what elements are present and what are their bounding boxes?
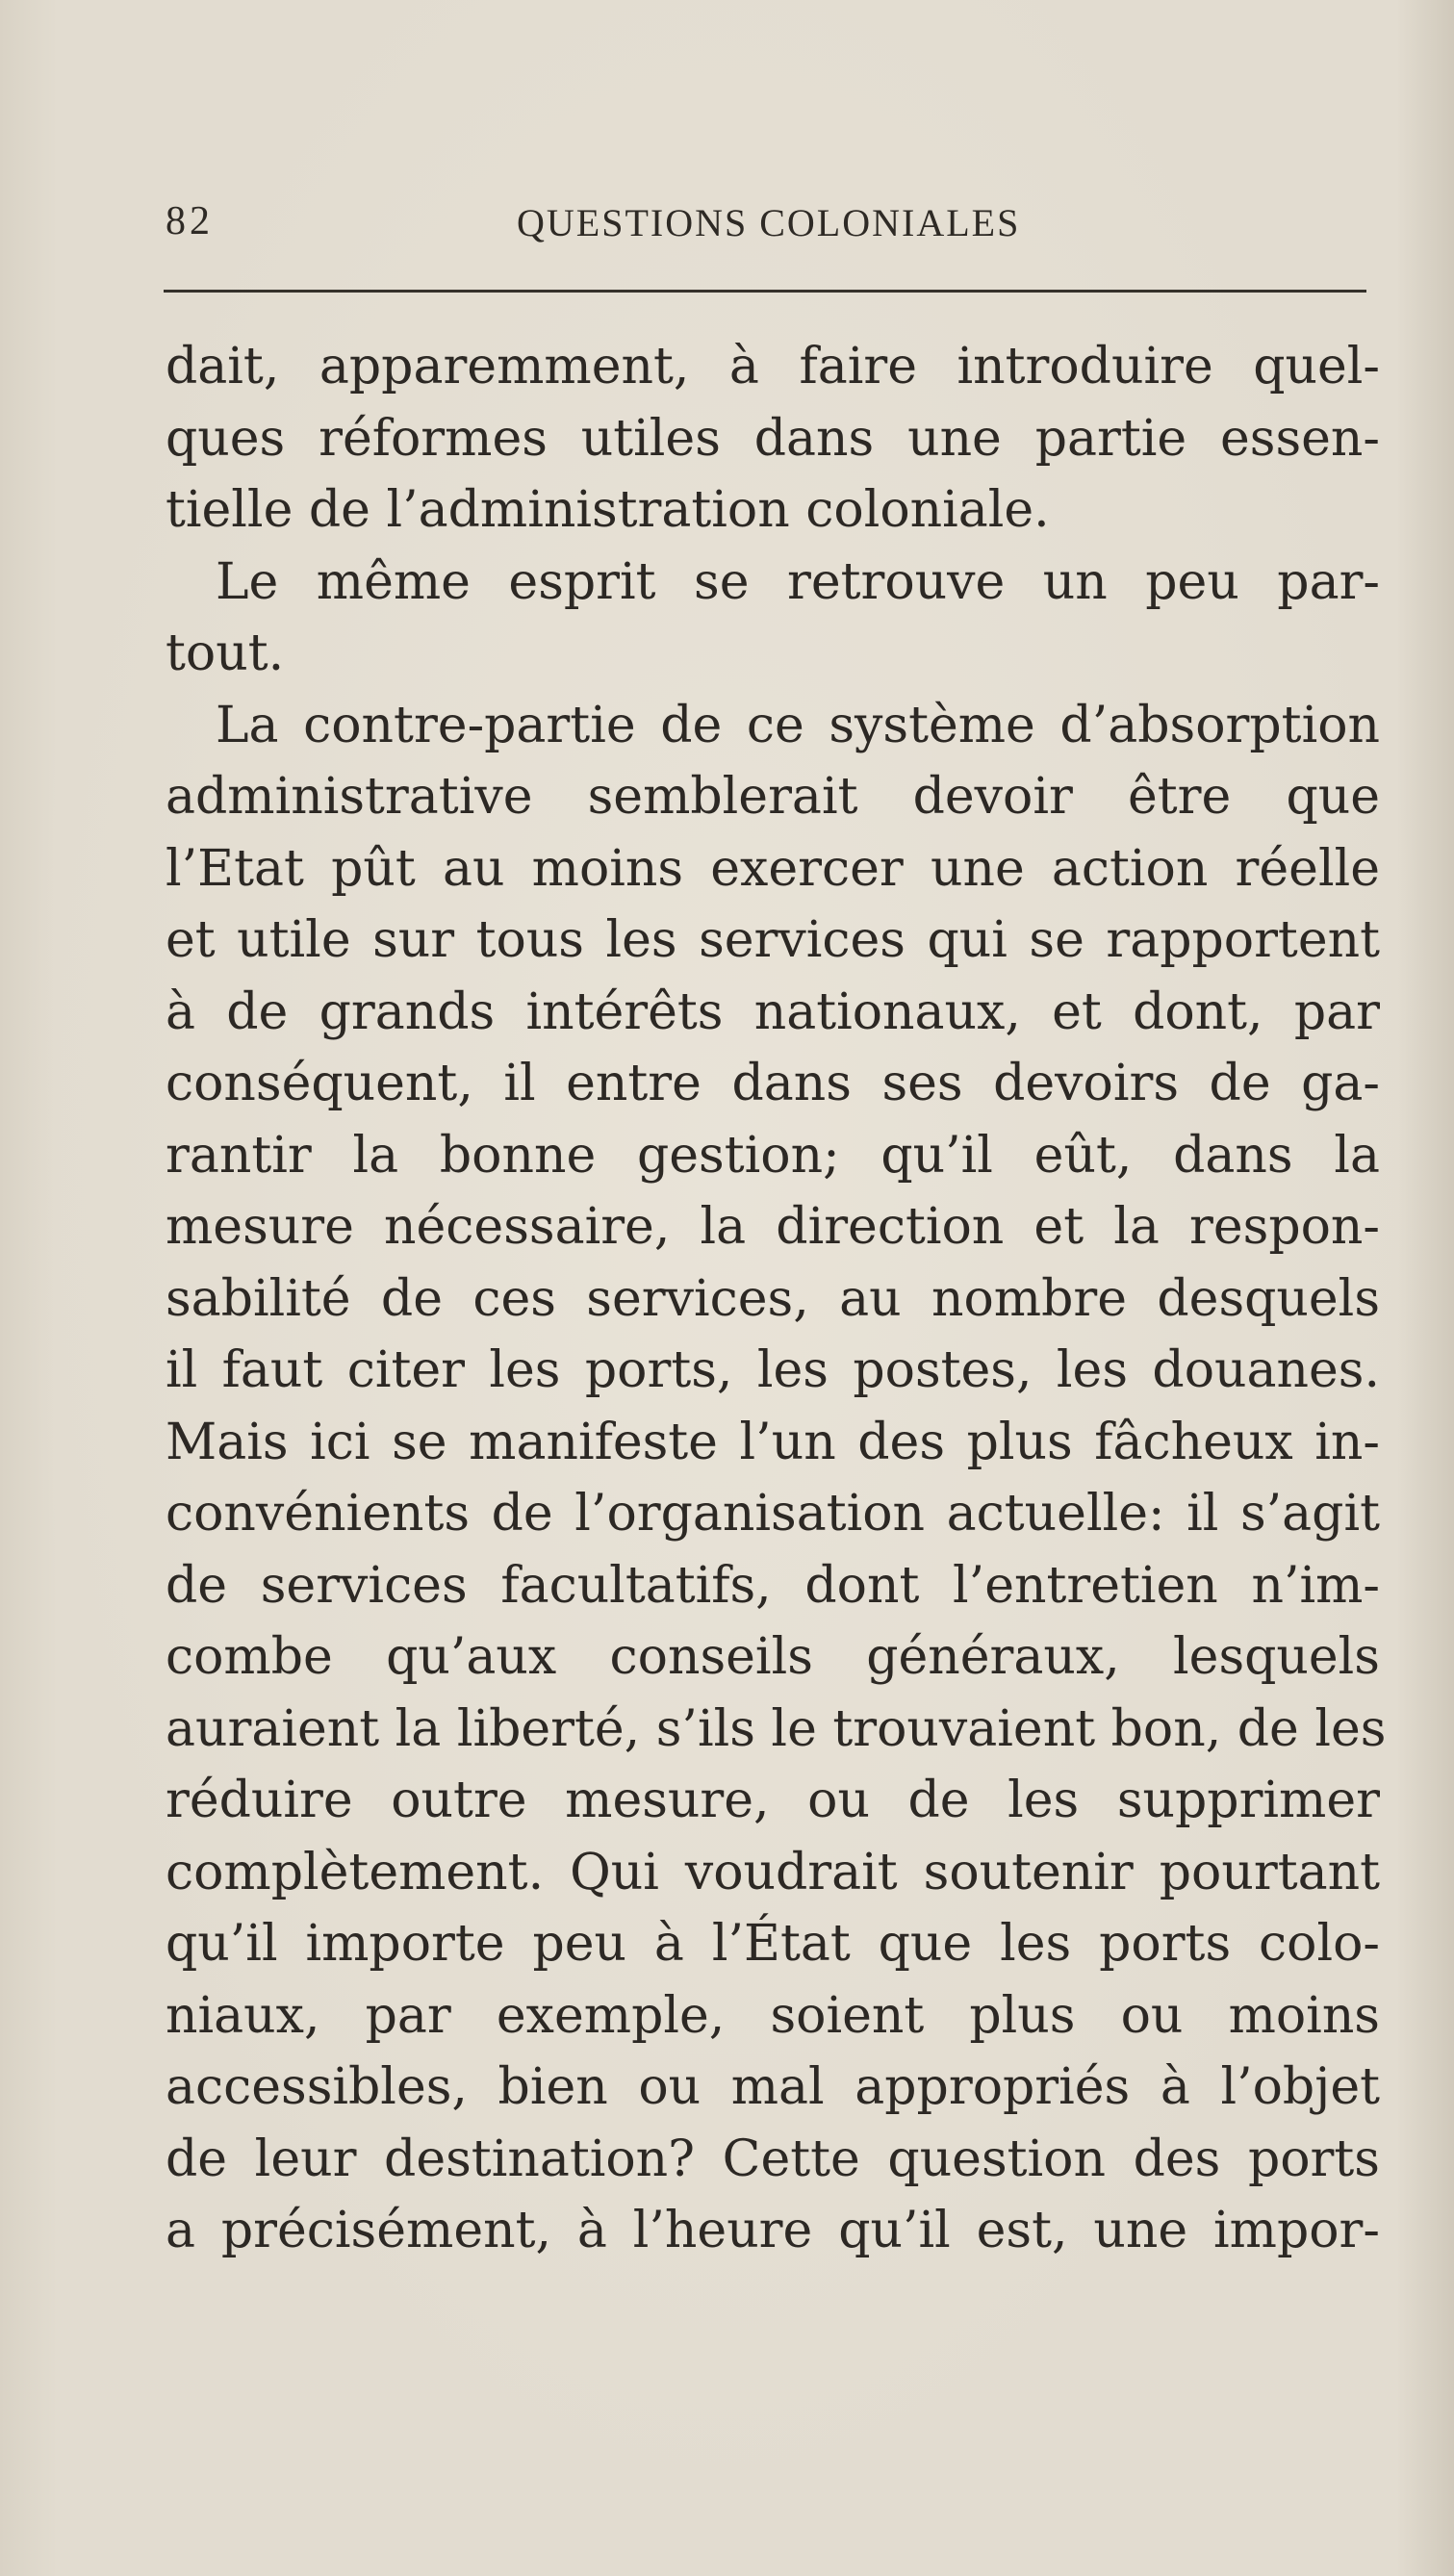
text-line: l’Etat pût au moins exercer une action réelle (166, 839, 1380, 898)
text-line: conséquent, il entre dans ses devoirs de ga- (166, 1055, 1380, 1112)
text-line: a précisément, à l’heure qu’il est, une impor- (166, 2202, 1380, 2259)
text-line: mesure nécessaire, la direction et la respon- (166, 1198, 1380, 1256)
text-line: complètement. Qui voudrait soutenir pourtant (166, 1843, 1380, 1901)
text-line: convénients de l’organisation actuelle: il s’agit (166, 1485, 1380, 1543)
text-line: tout. (166, 625, 285, 682)
text-line: dait, apparemment, à faire introduire quel- (166, 338, 1380, 395)
text-line: de leur destination? Cette question des ports (166, 2130, 1380, 2188)
text-line: de services facultatifs, dont l’entretien n’im- (166, 1556, 1380, 1615)
text-line: à de grands intérêts nationaux, et dont, par (166, 982, 1380, 1041)
text-line: et utile sur tous les services qui se rapportent (166, 911, 1380, 969)
body-text (166, 331, 1387, 2267)
text-line: sabilité de ces services, au nombre desquels (166, 1269, 1380, 1328)
text-line: administrative semblerait devoir être que (166, 768, 1380, 826)
running-title: QUESTIONS COLONIALES (517, 201, 1021, 244)
text-line: tielle de l’administration coloniale. (166, 481, 1050, 539)
running-head (166, 189, 1368, 256)
text-line: La contre-partie de ce système d’absorption (216, 696, 1380, 754)
page-number: 82 (166, 199, 214, 243)
header-rule (164, 290, 1366, 293)
text-line: réduire outre mesure, ou de les supprimer (166, 1772, 1380, 1829)
text-line: Le même esprit se retrouve un peu par- (216, 552, 1380, 611)
text-line: ques réformes utiles dans une partie essen- (166, 409, 1380, 468)
text-line: il faut citer les ports, les postes, les douanes. (166, 1341, 1380, 1399)
text-line: niaux, par exemple, soient plus ou moins (166, 1986, 1380, 2045)
text-line: qu’il importe peu à l’État que les ports colo- (166, 1915, 1380, 1973)
text-line: accessibles, bien ou mal appropriés à l’objet (166, 2058, 1380, 2116)
text-line: Mais ici se manifeste l’un des plus fâcheux in- (166, 1413, 1380, 1471)
text-line: auraient la liberté, s’ils le trouvaient bon, de les (166, 1699, 1387, 1758)
text-line: combe qu’aux conseils généraux, lesquels (166, 1628, 1380, 1686)
text-line: rantir la bonne gestion; qu’il eût, dans la (166, 1126, 1380, 1185)
